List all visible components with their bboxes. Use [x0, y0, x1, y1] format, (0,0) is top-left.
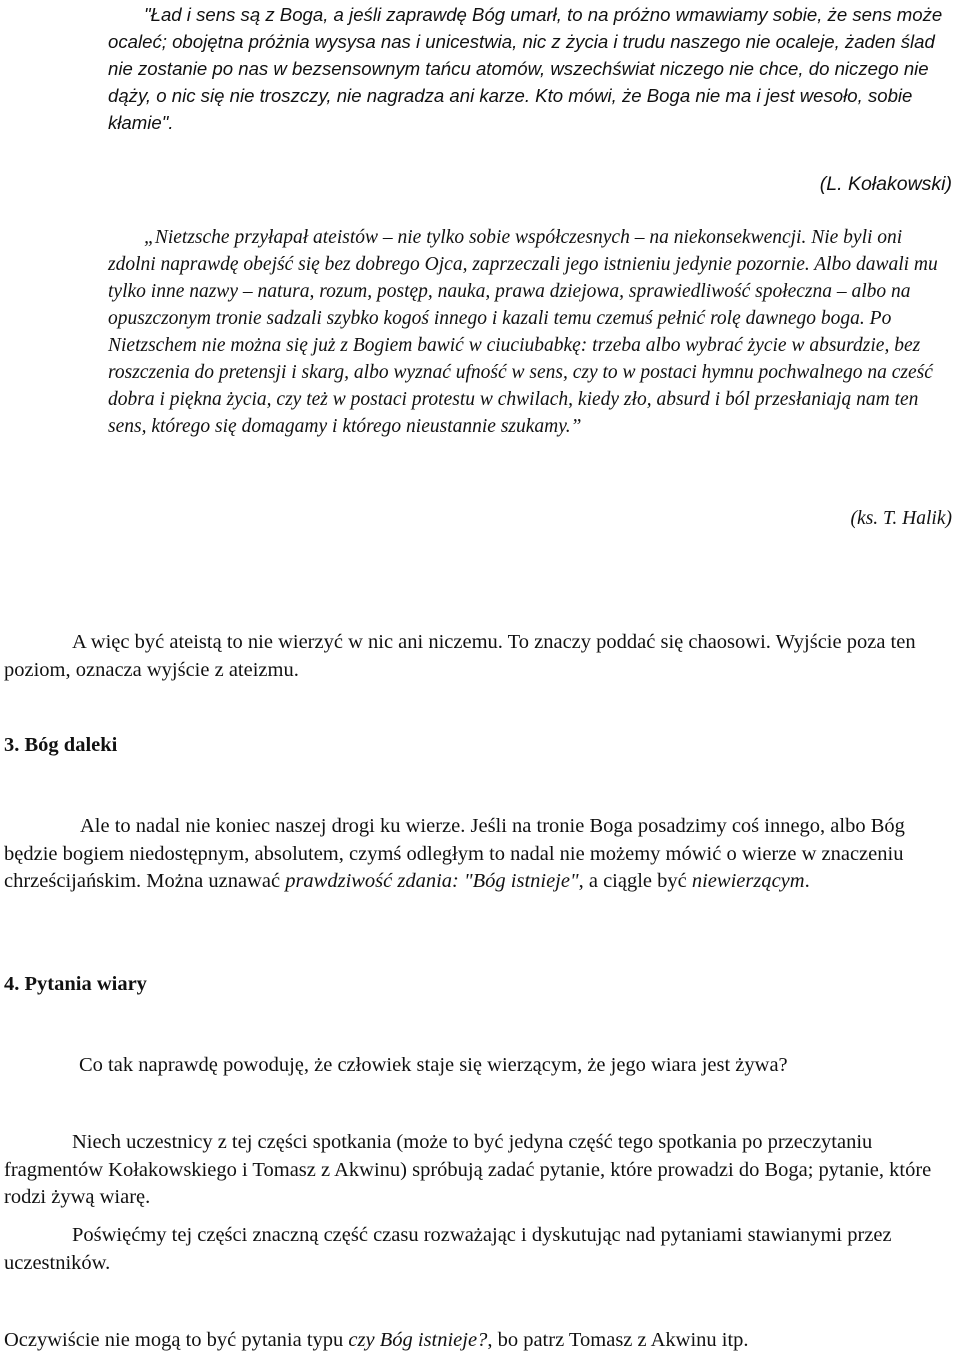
section-4-paragraph-2: Poświęćmy tej części znaczną część czasu rozważając i dyskutując nad pytaniami stawianymi przez uczestników.: [4, 1224, 892, 1274]
key-question: Co tak naprawdę powoduję, że człowiek staje się wierzącym, że jego wiara jest żywa?: [79, 1054, 788, 1076]
halik-attribution: (ks. T. Halik): [850, 508, 952, 529]
section-4-heading: 4. Pytania wiary: [4, 973, 147, 995]
section-4-paragraph-1: Niech uczestnicy z tej części spotkania (może to być jedyna część tego spotkania po przeczytaniu fragmentów Kołakowskiego i Tomasz z Akwinu) spróbują zadać pytanie, które prowadzi do Boga; pytanie, które rodzi żywą wiarę.: [4, 1131, 932, 1208]
section-3-heading: 3. Bóg daleki: [4, 734, 118, 756]
atheism-paragraph: A więc być ateistą to nie wierzyć w nic ani niczemu. To znaczy poddać się chaosowi. Wyjście poza ten poziom, oznacza wyjście z ateizmu.: [4, 631, 916, 681]
section-4-paragraph-3: Oczywiście nie mogą to być pytania typu czy Bóg istnieje?, bo patrz Tomasz z Akwinu itp.: [4, 1329, 749, 1351]
section-3-paragraph: Ale to nadal nie koniec naszej drogi ku wierze. Jeśli na tronie Boga posadzimy coś innego, albo Bóg będzie bogiem niedostępnym, absolutem, czymś odległym to nadal nie możemy mówić o wierze w znaczeniu chrześcijańskim. Można uznawać prawdziwość zdania: "Bóg istnieje", a ciągle być niewierzącym.: [4, 815, 905, 892]
kolakowski-attribution: (L. Kołakowski): [819, 173, 952, 195]
kolakowski-quote: "Ład i sens są z Boga, a jeśli zaprawdę Bóg umarł, to na próżno wmawiamy sobie, że sens może ocaleć; obojętna próżnia wysysa nas i unicestwia, nic z życia i trudu naszego nie ocaleje, żaden ślad nie zostanie po nas w bezsensownym tańcu atomów, wszechświat niczego nie chce, do niczego nie dąży, o nic się nie troszczy, nie nagradza ani karze. Kto mówi, że Boga nie ma i jest wesoło, sobie kłamie".: [108, 4, 943, 133]
halik-quote: „Nietzsche przyłapał ateistów – nie tylko sobie współczesnych – na niekonsekwencji. Nie byli oni zdolni naprawdę obejść się bez dobrego Ojca, zaprzeczali jego istnieniu jedynie pozornie. Albo dawali mu tylko inne nazwy – natura, rozum, postęp, nauka, prawa dziejowa, sprawiedliwość społeczna – albo na opuszczonym tronie sadzali szybko kogoś innego i kazali temu czemuś pełnić rolę dawnego boga. Po Nietzschem nie można się już z Bogiem bawić w ciuciubabkę: trzeba albo wybrać życie w absurdzie, bez roszczenia do pretensji i skarg, albo wyznać ufność w sens, czy to w postaci hymnu pochwalnego na cześć dobra i piękna życia, czy też w postaci protestu w chwilach, kiedy zło, absurd i ból przesłaniają nam ten sens, którego się domagamy i którego nieustannie szukamy.”: [108, 227, 938, 437]
